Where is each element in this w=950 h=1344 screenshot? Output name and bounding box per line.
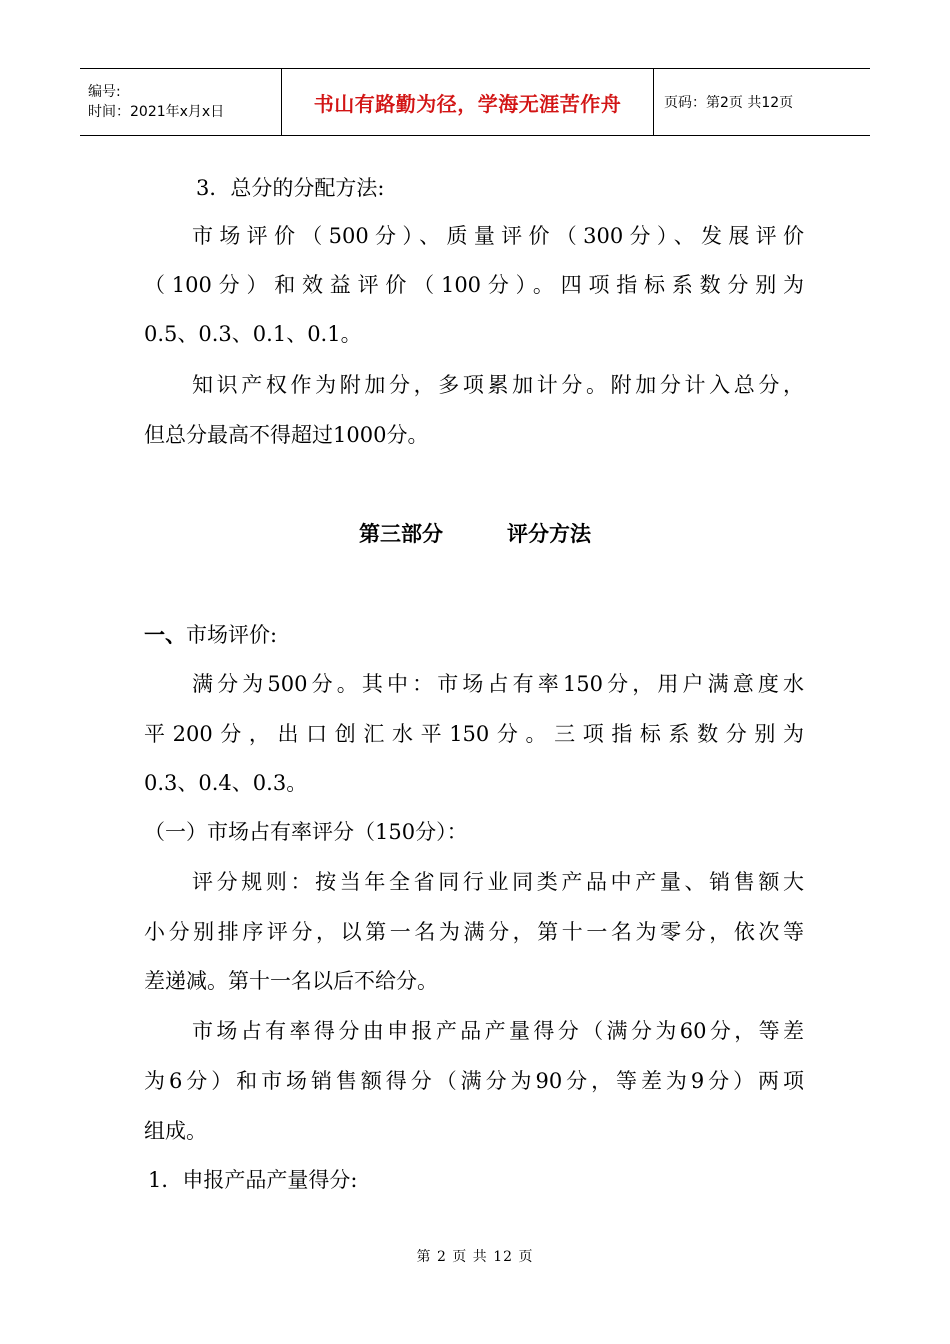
heading-part: 第三部分 bbox=[359, 522, 443, 546]
paragraph-line: 0.5、0.3、0.1、0.1。 bbox=[144, 322, 362, 346]
header-page-info: 页码：第2页 共12页 bbox=[664, 95, 794, 111]
paragraph-line: 但总分最高不得超过1000分。 bbox=[144, 423, 429, 447]
paragraph-line: 平200分，出口创汇水平150分。三项指标系数分别为 bbox=[144, 722, 804, 746]
paragraph-line: 市场评价（500分）、质量评价（300分）、发展评价 bbox=[192, 224, 804, 248]
paragraph-line: （100分）和效益评价（100分）。四项指标系数分别为 bbox=[144, 273, 804, 297]
paragraph-line: 差递减。第十一名以后不给分。 bbox=[144, 969, 438, 993]
paragraph-line: 市场占有率得分由申报产品产量得分（满分为60分，等差 bbox=[192, 1019, 804, 1043]
paragraph-line: 为6分）和市场销售额得分（满分为90分，等差为9分）两项 bbox=[144, 1069, 804, 1093]
paragraph-line: 满分为500分。其中：市场占有率150分，用户满意度水 bbox=[192, 672, 804, 696]
time-label: 时间：2021年x月x日 bbox=[88, 104, 225, 120]
number-label: 编号: bbox=[88, 84, 121, 100]
document-header bbox=[80, 68, 870, 136]
paragraph-line: 0.3、0.4、0.3。 bbox=[144, 771, 308, 795]
header-meta bbox=[80, 69, 282, 135]
paragraph-line: 评分规则：按当年全省同行业同类产品中产量、销售额大 bbox=[192, 870, 804, 894]
paragraph-line: 组成。 bbox=[144, 1119, 207, 1143]
section-heading bbox=[0, 518, 950, 548]
item-heading: （一）市场占有率评分（150分）： bbox=[144, 820, 468, 844]
paragraph-line: 知识产权作为附加分，多项累加计分。附加分计入总分， bbox=[192, 373, 804, 397]
header-motto: 书山有路勤为径，学海无涯苦作舟 bbox=[282, 69, 654, 135]
subsection-number: 一、 bbox=[144, 623, 186, 647]
heading-title: 评分方法 bbox=[507, 522, 591, 546]
paragraph-total-score-method: 3．总分的分配方法: bbox=[196, 176, 385, 200]
paragraph-line: 小分别排序评分，以第一名为满分，第十一名为零分，依次等 bbox=[144, 920, 804, 944]
subsection-label: 市场评价: bbox=[186, 623, 278, 647]
subsection-title bbox=[144, 621, 277, 649]
item-heading: 1．申报产品产量得分: bbox=[148, 1168, 358, 1192]
page-footer: 第 2 页 共 12 页 bbox=[416, 1249, 534, 1265]
